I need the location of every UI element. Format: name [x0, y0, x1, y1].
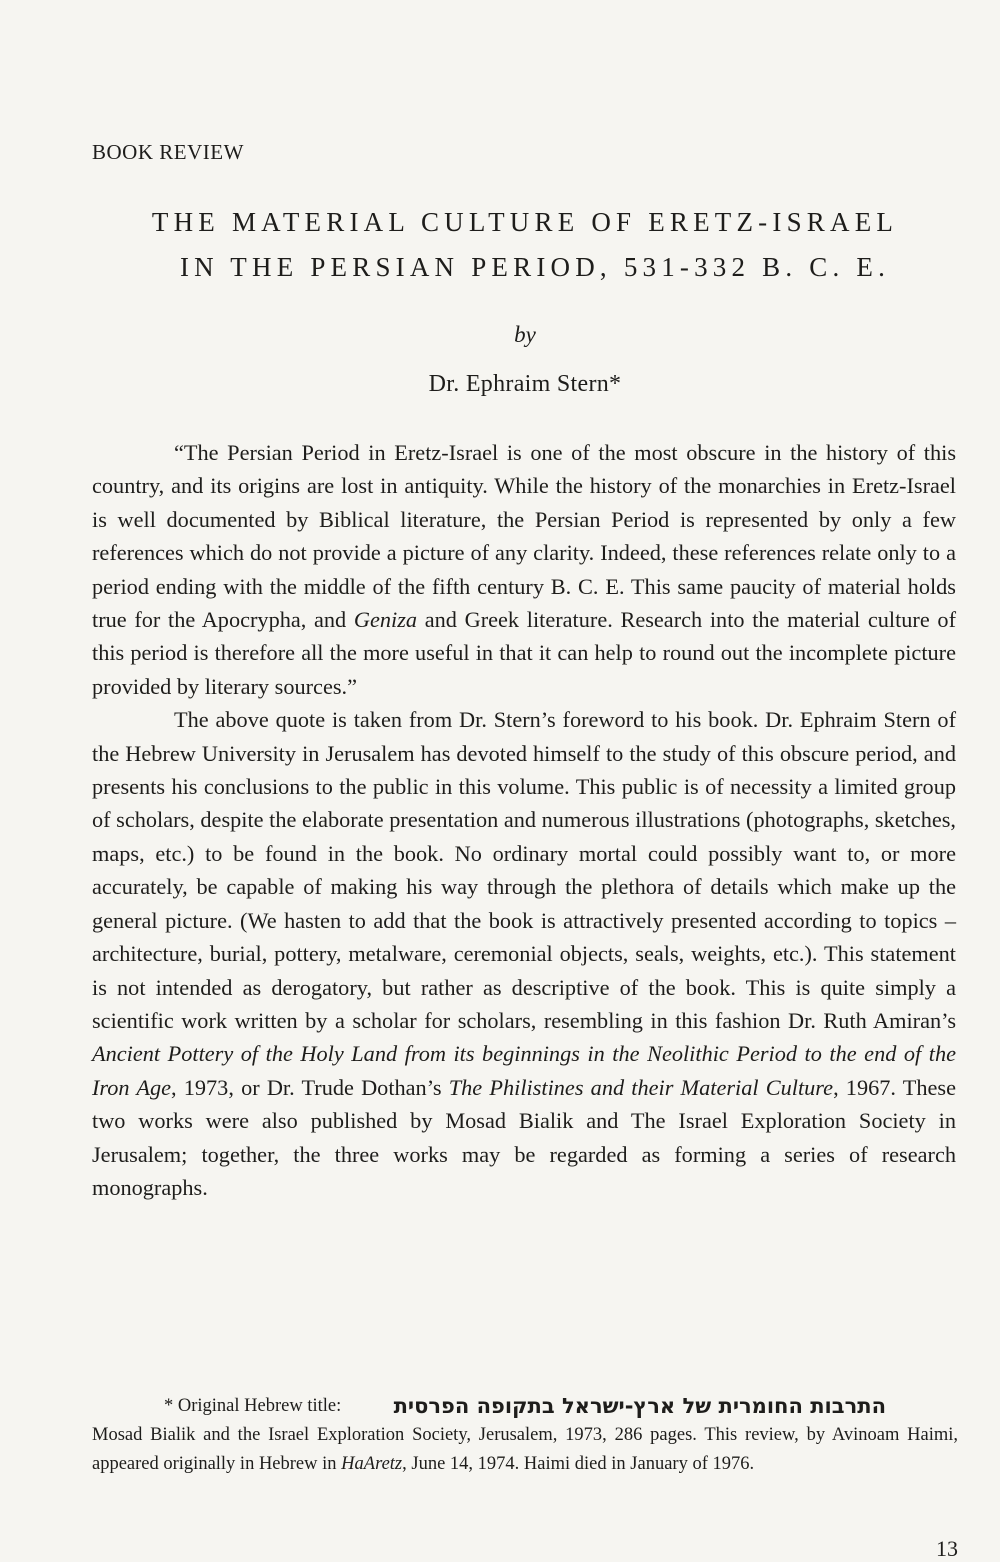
- footnote-title-line: * Original Hebrew title: התרבות החומרית של ארץ-ישראל בתקופה הפרסית: [92, 1392, 958, 1421]
- footnote: [92, 1392, 958, 1479]
- hebrew-title: התרבות החומרית של ארץ-ישראל בתקופה הפרסית: [393, 1394, 886, 1418]
- title-line-1: THE MATERIAL CULTURE OF ERETZ-ISRAEL: [151, 207, 899, 237]
- page-number: 13: [936, 1536, 958, 1561]
- byline: by: [514, 322, 536, 347]
- section-label: BOOK REVIEW: [92, 140, 244, 164]
- title-line-2: IN THE PERSIAN PERIOD, 531-332 B. C. E.: [179, 252, 891, 282]
- paragraph-quote: “The Persian Period in Eretz-Israel is one of the most obscure in the history of this country, and its origins are lost in antiquity. While the history of the monarchies in Eretz-Israel is well documented by Biblical literature, the Persian Period is represented by only a few references which do not provide a picture of any clarity. Indeed, these references relate only to a period ending with the middle of the fifth century B. C. E. This same paucity of material holds true for the Apocrypha, and Geniza and Greek literature. Research into the material culture of this period is therefore all the more useful in that it can help to round out the incomplete picture provided by literary sources.”: [92, 440, 957, 699]
- paragraph-review: The above quote is taken from Dr. Stern’s foreword to his book. Dr. Ephraim Stern of the Hebrew University in Jerusalem has devoted himself to the study of this obscure period, and presents his conclusions to the public in this volume. This public is of necessity a limited group of scholars, despite the elaborate presentation and numerous illustrations (photographs, sketches, maps, etc.) to be found in the book. No ordinary mortal could possibly want to, or more accurately, be capable of making his way through the plethora of details which make up the general picture. (We hasten to add that the book is attractively presented according to topics – architecture, burial, pottery, metalware, ceremonial objects, seals, weights, etc.). This statement is not intended as derogatory, but rather as descriptive of the book. This is quite simply a scientific work written by a scholar for scholars, resembling in this fashion Dr. Ruth Amiran’s Ancient Pottery of the Holy Land from its beginnings in the Neolithic Period to the end of the Iron Age, 1973, or Dr. Trude Dothan’s The Philistines and their Material Culture, 1967. These two works were also published by Mosad Bialik and The Israel Exploration Society in Jerusalem; together, the three works may be regarded as forming a series of research monographs.: [92, 707, 956, 1200]
- footnote-text: Mosad Bialik and the Israel Exploration Society, Jerusalem, 1973, 286 pages. This review, by Avinoam Haimi, appeared originally in Hebrew in HaAretz, June 14, 1974. Haimi died in January of 1976.: [92, 1425, 958, 1474]
- author-name: Dr. Ephraim Stern*: [428, 371, 622, 397]
- article-body: [92, 436, 956, 1204]
